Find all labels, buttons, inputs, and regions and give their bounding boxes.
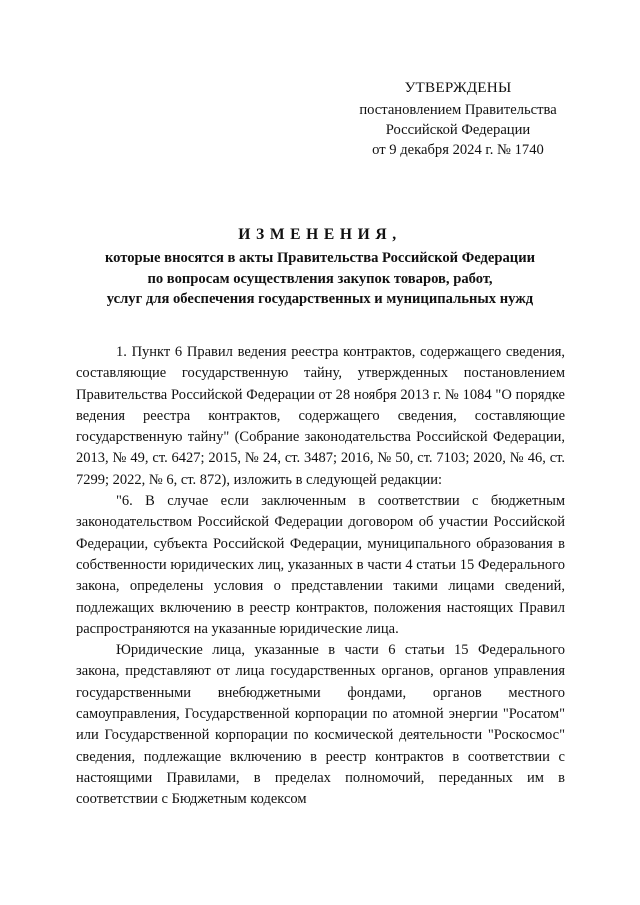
paragraph-legal-entities: Юридические лица, указанные в части 6 статьи 15 Федерального закона, представляют от лица государственных органов, органов управления государственными внебюджетными фондами, органов местного самоуправления, Государственной корпорации по атомной энергии "Росатом" или Государственной корпорации по космической деятельности "Роскосмос" сведения, подлежащие включению в реестр контрактов в соответствии с настоящими Правилами, в пределах полномочий, переданных им в соответствии с Бюджетным кодексом — [76, 642, 565, 808]
approval-stamp — [340, 78, 576, 160]
approval-line-government: Российской Федерации — [385, 122, 531, 138]
document-title: ИЗМЕНЕНИЯ, — [238, 226, 402, 243]
document-body — [76, 342, 565, 811]
subtitle-line: по вопросам осуществления закупок товаров, работ, — [147, 270, 493, 287]
document-subtitle — [40, 248, 600, 310]
subtitle-line: которые вносятся в акты Правительства Российской Федерации — [104, 250, 536, 266]
approved-title: УТВЕРЖДЕНЫ — [404, 79, 512, 96]
paragraph-item-1: 1. Пункт 6 Правил ведения реестра контрактов, содержащего сведения, составляющие государственную тайну, утвержденных постановлением Правительства Российской Федерации от 28 ноября 2013 г. № 1084 "О порядке ведения реестра контрактов, содержащего сведения, составляющие государственную тайну" (Собрание законодательства Российской Федерации, 2013, № 49, ст. 6427; 2015, № 24, ст. 3487; 2016, № 50, ст. 7103; 2020, № 46, ст. 7299; 2022, № 6, ст. 872), изложить в следующей редакции: — [76, 344, 565, 488]
approval-line-date-number: от 9 декабря 2024 г. № 1740 — [372, 142, 544, 158]
paragraph-quoted-point-6: "6. В случае если заключенным в соответствии с бюджетным законодательством Российской Федерации договором об участии Российской Федерации, субъекта Российской Федерации, муниципального образования в собственности юридических лиц, указанных в части 4 статьи 15 Федерального закона, определены условия о представлении такими лицами сведений, подлежащих включению в реестр контрактов, положения настоящих Правил распространяются на указанные юридические лица. — [76, 493, 565, 637]
subtitle-line: услуг для обеспечения государственных и муниципальных нужд — [106, 291, 534, 307]
approval-line-resolution: постановлением Правительства — [359, 102, 557, 118]
